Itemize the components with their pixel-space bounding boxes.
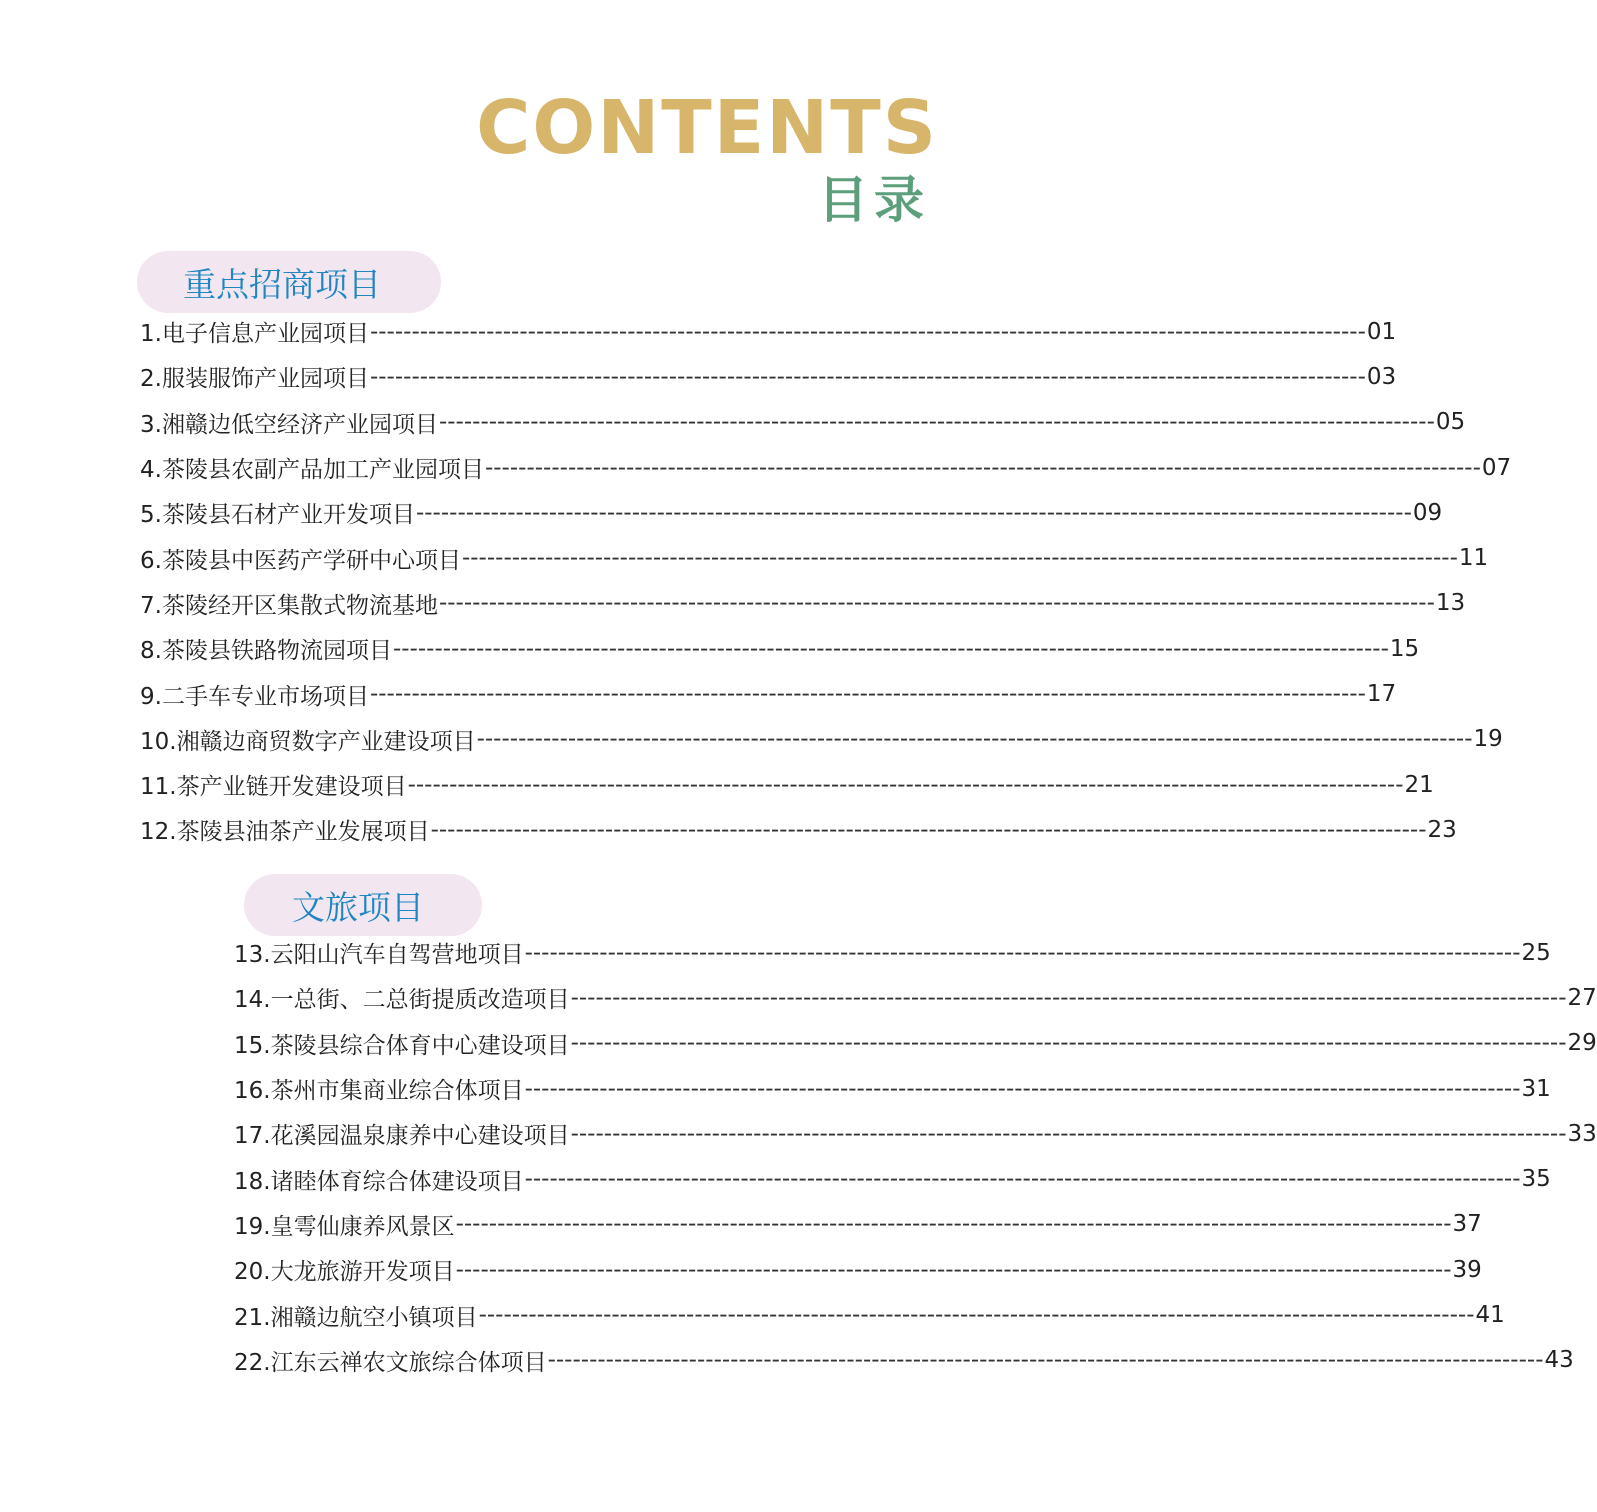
toc-entry[interactable] [140, 309, 1397, 354]
dot-leader: ------------------------------------------------------------------------------------------------------------------------ [570, 1030, 1567, 1057]
dot-leader: ------------------------------------------------------------------------------------------------------------------------ [407, 771, 1404, 798]
toc-entry[interactable] [140, 807, 1457, 852]
toc-entry-title: 2.服装服饰产业园项目 [140, 366, 369, 393]
section-heading-label: 文旅项目 [292, 887, 424, 927]
toc-entry-page: 29 [1567, 1030, 1597, 1057]
toc-entry-title: 18.诸睦体育综合体建设项目 [234, 1168, 524, 1195]
dot-leader: ------------------------------------------------------------------------------------------------------------------------ [455, 1256, 1452, 1283]
toc-entry[interactable] [140, 626, 1420, 671]
dot-leader: ------------------------------------------------------------------------------------------------------------------------ [438, 590, 1435, 617]
toc-entry-page: 39 [1452, 1256, 1482, 1283]
toc-entry-page: 15 [1389, 635, 1420, 662]
toc-entry-page: 21 [1404, 771, 1434, 798]
dot-leader: ------------------------------------------------------------------------------------------------------------------------ [369, 681, 1366, 708]
toc-entry-page: 05 [1435, 409, 1466, 436]
toc-entry[interactable] [234, 975, 1597, 1020]
contents-subtitle: 目录 [818, 171, 930, 229]
toc-entry-title: 10.湘赣边商贸数字产业建设项目 [140, 728, 476, 755]
dot-leader: ------------------------------------------------------------------------------------------------------------------------ [461, 545, 1458, 572]
toc-entry-page: 25 [1521, 939, 1551, 966]
toc-entry-title: 14.一总街、二总街提质改造项目 [234, 987, 570, 1014]
toc-entry[interactable] [140, 671, 1397, 716]
toc-entry-title: 16.茶州市集商业综合体项目 [234, 1078, 524, 1105]
toc-entry-page: 23 [1427, 816, 1457, 843]
toc-entry-title: 1.电子信息产业园项目 [140, 321, 369, 348]
toc-entry[interactable] [234, 1292, 1505, 1337]
contents-title: CONTENTS [476, 85, 938, 171]
toc-entry[interactable] [140, 535, 1489, 580]
toc-entry-title: 5.茶陵县石材产业开发项目 [140, 502, 415, 529]
toc-entry-page: 09 [1412, 499, 1443, 526]
toc-entry-title: 17.花溪园温泉康养中心建设项目 [234, 1123, 570, 1150]
toc-entry-page: 17 [1366, 681, 1397, 708]
toc-entry-title: 15.茶陵县综合体育中心建设项目 [234, 1032, 570, 1059]
dot-leader: ------------------------------------------------------------------------------------------------------------------------ [478, 1302, 1475, 1329]
toc-entry-title: 21.湘赣边航空小镇项目 [234, 1304, 478, 1331]
toc-entry[interactable] [234, 1156, 1551, 1201]
toc-entry-title: 19.皇雩仙康养风景区 [234, 1213, 455, 1240]
toc-entry-page: 07 [1481, 454, 1512, 481]
dot-leader: ------------------------------------------------------------------------------------------------------------------------ [547, 1347, 1544, 1374]
toc-entry[interactable] [140, 717, 1503, 762]
dot-leader: ------------------------------------------------------------------------------------------------------------------------ [524, 1075, 1521, 1102]
dot-leader: ------------------------------------------------------------------------------------------------------------------------ [570, 1120, 1567, 1147]
section-heading-label: 重点招商项目 [183, 264, 381, 304]
toc-entry-page: 33 [1567, 1120, 1597, 1147]
toc-entry-page: 19 [1473, 726, 1503, 753]
dot-leader: ------------------------------------------------------------------------------------------------------------------------ [369, 318, 1366, 345]
toc-entry[interactable] [234, 1066, 1551, 1111]
toc-entry[interactable] [234, 930, 1551, 975]
toc-entry-page: 31 [1521, 1075, 1551, 1102]
toc-entry[interactable] [234, 1111, 1597, 1156]
toc-entry[interactable] [140, 354, 1397, 399]
toc-entry-title: 9.二手车专业市场项目 [140, 683, 369, 710]
toc-entry-title: 11.茶产业链开发建设项目 [140, 774, 407, 801]
toc-entry-title: 3.湘赣边低空经济产业园项目 [140, 411, 438, 438]
toc-entry[interactable] [234, 1247, 1482, 1292]
toc-entry-page: 43 [1544, 1347, 1574, 1374]
toc-entry-page: 27 [1567, 984, 1597, 1011]
dot-leader: ------------------------------------------------------------------------------------------------------------------------ [369, 363, 1366, 390]
toc-entry[interactable] [140, 762, 1434, 807]
toc-entry[interactable] [140, 490, 1443, 535]
section-heading-investment [137, 251, 441, 313]
toc-entry[interactable] [140, 581, 1466, 626]
toc-entry-title: 7.茶陵经开区集散式物流基地 [140, 592, 438, 619]
toc-entry-title: 22.江东云禅农文旅综合体项目 [234, 1349, 547, 1376]
toc-entry-title: 12.茶陵县油茶产业发展项目 [140, 819, 430, 846]
dot-leader: ------------------------------------------------------------------------------------------------------------------------ [484, 454, 1481, 481]
dot-leader: ------------------------------------------------------------------------------------------------------------------------ [430, 816, 1427, 843]
toc-list-investment [140, 309, 1512, 853]
toc-list-culture-tourism [234, 930, 1597, 1383]
toc-entry-page: 41 [1475, 1302, 1505, 1329]
toc-entry-page: 11 [1458, 545, 1489, 572]
dot-leader: ------------------------------------------------------------------------------------------------------------------------ [392, 635, 1389, 662]
toc-entry-page: 13 [1435, 590, 1466, 617]
dot-leader: ------------------------------------------------------------------------------------------------------------------------ [438, 409, 1435, 436]
toc-entry[interactable] [234, 1338, 1574, 1383]
toc-entry[interactable] [234, 1021, 1597, 1066]
toc-entry[interactable] [140, 445, 1512, 490]
toc-entry[interactable] [140, 400, 1466, 445]
dot-leader: ------------------------------------------------------------------------------------------------------------------------ [415, 499, 1412, 526]
toc-entry-title: 13.云阳山汽车自驾营地项目 [234, 942, 524, 969]
dot-leader: ------------------------------------------------------------------------------------------------------------------------ [524, 939, 1521, 966]
dot-leader: ------------------------------------------------------------------------------------------------------------------------ [455, 1211, 1452, 1238]
toc-entry-page: 37 [1452, 1211, 1482, 1238]
dot-leader: ------------------------------------------------------------------------------------------------------------------------ [570, 984, 1567, 1011]
toc-entry-title: 8.茶陵县铁路物流园项目 [140, 638, 392, 665]
toc-entry[interactable] [234, 1202, 1482, 1247]
toc-entry-title: 20.大龙旅游开发项目 [234, 1259, 455, 1286]
dot-leader: ------------------------------------------------------------------------------------------------------------------------ [524, 1166, 1521, 1193]
section-heading-culture-tourism [244, 874, 482, 936]
toc-entry-title: 6.茶陵县中医药产学研中心项目 [140, 547, 461, 574]
toc-entry-page: 35 [1521, 1166, 1551, 1193]
toc-entry-title: 4.茶陵县农副产品加工产业园项目 [140, 457, 484, 484]
toc-entry-page: 03 [1366, 363, 1397, 390]
dot-leader: ------------------------------------------------------------------------------------------------------------------------ [476, 726, 1473, 753]
toc-entry-page: 01 [1366, 318, 1397, 345]
